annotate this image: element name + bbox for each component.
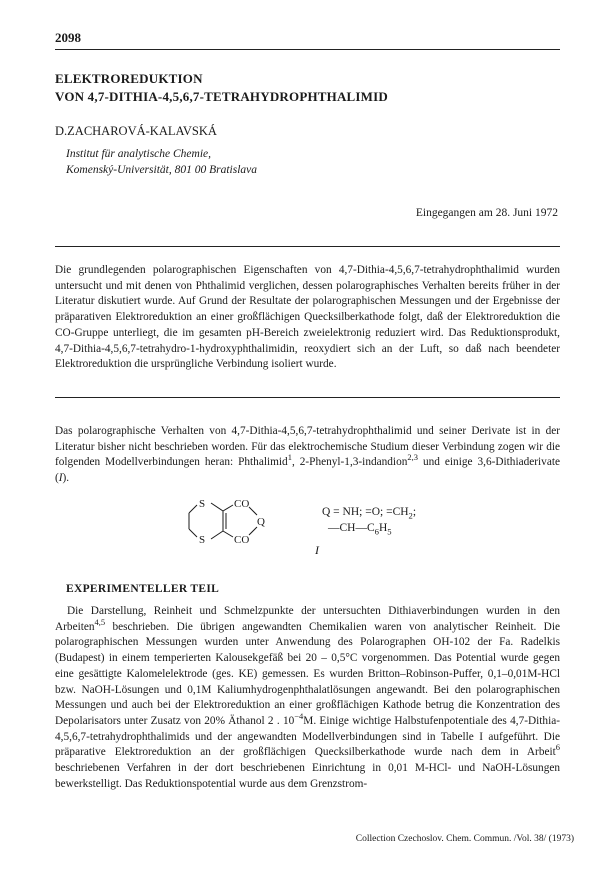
intro-text-3: und einige 3,6-Dithiaderivate ( [55, 456, 560, 485]
formula-line-1-sub: 2 [408, 510, 413, 521]
ring-bond-s-bottom [211, 531, 223, 539]
institute-line-2: Komenský-Universität, 801 00 Bratislava [66, 164, 258, 176]
title-line-2: VON 4,7-DITHIA-4,5,6,7-TETRAHYDROPHTHALIMID [55, 89, 388, 104]
intro-ref-1: 1 [287, 452, 292, 463]
chemical-structure [183, 493, 283, 549]
formula-line-2-text: —CH—C [328, 522, 375, 534]
sulfur-atom-bottom: S [199, 534, 206, 546]
sulfur-atom-top: S [199, 498, 206, 510]
received-date: Eingegangen am 28. Juni 1972 [415, 207, 558, 219]
formula-line-2-mid: H [378, 522, 388, 534]
header-rule [55, 49, 560, 50]
bond-to-co-top [223, 505, 233, 511]
title-line-1: ELEKTROREDUKTION [55, 71, 203, 86]
ring-bond-bottom-left [189, 529, 197, 537]
bond-co-bottom-q [249, 527, 257, 535]
abstract-text: Die grundlegenden polarographischen Eigenschaften von 4,7-Dithia-4,5,6,7-tetrahydrophthalimid wurden untersucht und mit denen von Phthalimid verglichen, dessen polarographisches Verhalten bereits früher in der Literatur diskutiert wurde. Auf Grund der Resultate der polarographischen Messungen und der Ergebnisse der präparativen Elektroreduktion an einer großflächigen Quecksilberkathode folgt, daß der Elektroreduktion die CO-Gruppe unterliegt, die im gesamten pH-Bereich zweielektronig reduziert wird. Das Reduktionsprodukt, 4,7-Dithia-4,5,6,7-tetrahydro-1-hydroxyphthalimidin, reoxydiert sich an der Luft, so daß nach beendeter Elektroreduktion die ursprüngliche Verbindung isoliert wurde. [55, 264, 560, 371]
exp-text-2: beschrieben. Die übrigen angewandten Chemikalien waren von analytischer Reinheit. Die polarographischen Messungen wurden unter Anwendung des Polarographen OH-102 der Fa. Radelkis (Budapest) in einem temperierten Kalousekgefäß bei 20 – 0,5°C vorgenommen. Das Potential wurde gegen eine gesättigte Kalomelelektrode (ges. KE) gemessen. Es wurden Britton–Robinson-Puffer, 0,1–0,01M-HCl bzw. NaOH-Lösungen und 0,1M Kaliumhydrogenphthalatlösungen angewandt. Bei den polarographischen Messungen und auch bei der Elektroreduktion an einer großflächigen Kathode betrug die Konzentration des Depolarisators unter Zusatz von 20% Äthanol 2 . 10 [55, 620, 560, 727]
compound-label: I [315, 543, 319, 557]
bond-to-co-bottom [223, 531, 233, 537]
institute-line-1: Institut für analytische Chemie, [66, 148, 212, 160]
formula-line-2-sub-2: 5 [387, 526, 392, 537]
page-number: 2098 [55, 30, 81, 45]
q-substituent: Q [257, 516, 265, 528]
substituent-formula [322, 504, 416, 536]
carbonyl-top: CO [234, 498, 250, 510]
ring-bond-s-top [211, 503, 223, 511]
formula-line-1 [322, 504, 416, 520]
intro-ref-2: 2,3 [407, 452, 418, 463]
formula-line-2 [322, 520, 416, 536]
journal-footer: Collection Czechoslov. Chem. Commun. /Vol. 38/ (1973) [355, 834, 574, 844]
intro-text-4: ). [62, 472, 70, 485]
exp-ref-3: 6 [555, 742, 560, 753]
abstract-rule-bottom [55, 397, 560, 398]
carbonyl-bottom: CO [234, 534, 250, 546]
formula-line-1-end: ; [412, 506, 417, 518]
exp-ref-1: 4,5 [94, 616, 106, 627]
abstract-rule-top [55, 246, 560, 247]
intro-text-1: Das polarographische Verhalten von 4,7-Dithia-4,5,6,7-tetrahydrophthalimid und seiner Derivate ist in der Literatur bisher nicht beschrieben worden. Für das elektrochemische Studium dieser Verbindung zogen wir die folgenden Modellverbindungen heran: Phthalimid [55, 425, 560, 469]
introduction-paragraph [55, 424, 560, 487]
intro-text-2: , 2-Phenyl-1,3-indandion [291, 456, 408, 469]
exp-text-1: Die Darstellung, Reinheit und Schmelzpunkte der untersuchten Dithiaverbindungen wurden in den Arbeiten [55, 605, 560, 633]
institute [66, 146, 257, 178]
exp-text-4: beschriebenen Verfahren in der dort beschriebenen Einrichtung in 0,01 M-HCl- und NaOH-Lösungen bewerkstelligt. Das Reduktionspotential wurde aus dem Grenzstrom- [55, 762, 560, 790]
formula-line-1-text: Q = NH; =O; =CH [322, 506, 409, 518]
exp-text-3: M. Einige wichtige Halbstufenpotentiale des 4,7-Dithia-4,5,6,7-tetrahydrophthalimids und der angewandten Modellverbindungen sind in Tabelle I aufgeführt. Die präparative Elektroreduktion an der großflächigen Quecksilberkathode wurde nach dem in Arbeit [55, 714, 560, 759]
author-name: D.ZACHAROVÁ-KALAVSKÁ [55, 124, 217, 138]
intro-compound-ref: I [58, 472, 63, 485]
formula-line-2-sub-1: 6 [374, 526, 379, 537]
article-title [55, 70, 388, 106]
ring-bond-top-left [189, 505, 197, 513]
bond-co-top-q [249, 507, 257, 515]
section-heading: EXPERIMENTELLER TEIL [66, 583, 220, 595]
experimental-paragraph [55, 604, 560, 792]
exp-sup-2: −4 [294, 711, 304, 722]
